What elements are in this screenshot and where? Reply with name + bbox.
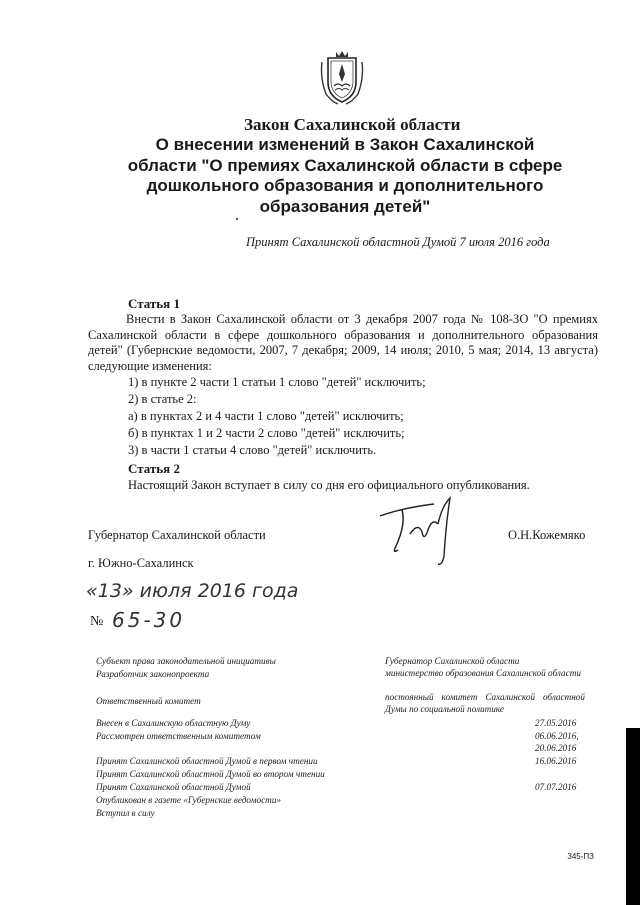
info-value: 20.06.2016 bbox=[535, 743, 577, 753]
adoption-note: Принят Сахалинской областной Думой 7 июля 2016 года bbox=[246, 235, 550, 249]
law-number-label: № bbox=[90, 614, 104, 629]
info-value: 27.05.2016 bbox=[535, 718, 577, 728]
subject-line: О внесении изменений в Закон Сахалинской bbox=[155, 135, 535, 154]
article-1-item: б) в пунктах 1 и 2 части 2 слово "детей" исключить; bbox=[128, 426, 405, 440]
emblem-icon bbox=[318, 48, 366, 106]
law-title: Закон Сахалинской области bbox=[244, 115, 461, 134]
info-label: Разработчик законопроекта bbox=[96, 669, 210, 679]
info-value: 16.06.2016 bbox=[535, 756, 577, 766]
law-subject bbox=[110, 135, 580, 217]
info-label: Принят Сахалинской областной Думой в первом чтении bbox=[96, 756, 318, 766]
info-label: Субъект права законодательной инициативы bbox=[96, 656, 276, 666]
article-1-item: 2) в статье 2: bbox=[128, 392, 197, 406]
info-label: Принят Сахалинской областной Думой во втором чтении bbox=[96, 769, 325, 779]
article-1-heading: Статья 1 bbox=[128, 296, 180, 311]
subject-line: образования детей" bbox=[259, 196, 431, 216]
law-number-handwritten: 65-30 bbox=[112, 608, 186, 632]
info-label: Рассмотрен ответственным комитетом bbox=[96, 731, 261, 741]
article-1-text: Внести в Закон Сахалинской области от 3 декабря 2007 года № 108-ЗО "О премиях Сахалинской области в сфере дошкольного образования и дополнительного образования детей" (Губернские ведомости, 2007, 7 декабря; 2009, 14 июля; 2010, 5 мая; 2014, 13 августа) следующие изменения: bbox=[88, 312, 598, 373]
info-label: Ответственный комитет bbox=[96, 696, 201, 706]
info-value: постоянный комитет Сахалинской областной Думы по социальной политике bbox=[385, 692, 585, 714]
info-label: Опубликован в газете «Губернские ведомости» bbox=[96, 795, 282, 805]
signing-date-handwritten: «13» июля 2016 года bbox=[86, 580, 299, 602]
scan-speck bbox=[236, 218, 238, 220]
signer-name: О.Н.Кожемяко bbox=[508, 528, 586, 542]
article-2-heading: Статья 2 bbox=[128, 461, 180, 476]
info-value: 06.06.2016, bbox=[535, 731, 579, 741]
info-label: Принят Сахалинской областной Думой bbox=[96, 782, 251, 792]
article-1-item: 3) в части 1 статьи 4 слово "детей" исключить. bbox=[128, 443, 377, 457]
signature-icon bbox=[372, 494, 464, 570]
info-label: Внесен в Сахалинскую областную Думу bbox=[96, 718, 251, 728]
info-label: Вступил в силу bbox=[96, 808, 155, 818]
subject-line: дошкольного образования и дополнительного bbox=[146, 176, 544, 195]
info-value: 07.07.2016 bbox=[535, 782, 577, 792]
scan-edge bbox=[626, 728, 640, 905]
subject-line: области "О премиях Сахалинской области в сфере bbox=[127, 155, 563, 175]
article-2-text: Настоящий Закон вступает в силу со дня его официального опубликования. bbox=[128, 478, 530, 492]
info-value: Губернатор Сахалинской области bbox=[385, 656, 520, 666]
article-1-item: а) в пунктах 2 и 4 части 1 слово "детей" исключить; bbox=[128, 409, 404, 423]
signing-city: г. Южно-Сахалинск bbox=[88, 556, 194, 570]
document-code: 345-ПЗ bbox=[567, 852, 594, 861]
article-1-item: 1) в пункте 2 части 1 статьи 1 слово "детей" исключить; bbox=[128, 375, 426, 389]
signer-position: Губернатор Сахалинской области bbox=[88, 528, 266, 542]
info-value: министерство образования Сахалинской области bbox=[385, 668, 581, 678]
